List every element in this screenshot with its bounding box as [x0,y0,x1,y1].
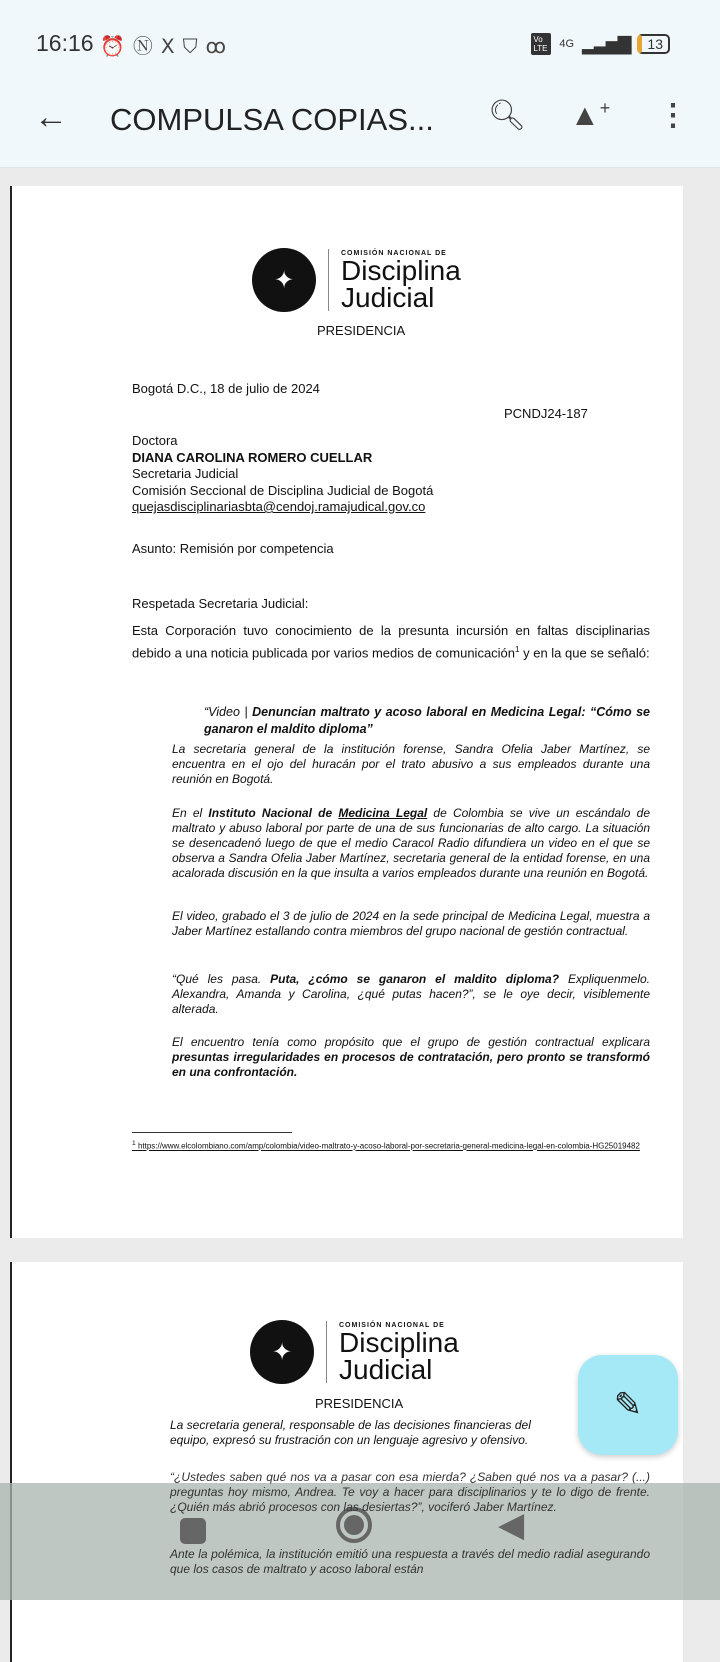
quote-paragraph-3: El video, grabado el 3 de julio de 2024 en la sede principal de Medicina Legal, muestra a Jaber Martínez estallando contra miembros del grupo nacional de gestión contractual. [172,909,650,938]
pdf-page-2 [10,1262,683,1662]
pdf-page-1 [10,186,683,1238]
subject: Asunto: Remisión por competencia [132,541,334,556]
drive-add-icon[interactable]: ▲+ [570,98,611,132]
letterhead-logo [250,1320,459,1384]
more-vert-icon[interactable]: ⋮ [658,99,688,132]
volte-icon: Vo LTE [531,33,551,55]
system-icons [531,33,670,55]
logo-line2: Judicial [341,281,435,313]
quote-paragraph-1: La secretaria general de la institución forense, Sandra Ofelia Jaber Martínez, se encuentra en el ojo del huracán por el trato abusivo a sus empleados durante una reunión en Bogotá. [172,742,650,786]
recipient-org: Comisión Seccional de Disciplina Judicial de Bogotá [132,482,434,498]
recipient-email[interactable]: quejasdisciplinariasbta@cendoj.ramajudical.gov.co [132,499,426,514]
back-arrow-icon[interactable]: ← [34,98,68,136]
department: PRESIDENCIA [315,1396,404,1411]
seal-icon: ✦ [252,248,316,312]
paragraph-1: La secretaria general, responsable de las decisiones financieras del equipo, expresó su frustración con un lenguaje agresivo y ofensivo. [170,1418,531,1447]
reference: PCNDJ24-187 [504,406,588,421]
seal-icon: ✦ [250,1320,314,1384]
recipient-role: Secretaria Judicial [132,466,239,481]
document-title: COMPULSA COPIAS... [110,102,434,137]
recipient-block [132,433,433,516]
footnote[interactable]: $^1$ https://www.elcolombiano.com/amp/colombia/video-maltrato-y-acoso-laboral-por-secretaria-general-medicina-legal-en-colombia-HG25019482 [132,1140,640,1151]
quote-paragraph-2: En el Instituto Nacional de Medicina Legal de Colombia se vive un escándalo de maltrato y abuso laboral por parte de una de sus funcionarias de alto cargo. La situación se desencadenó luego de que el medio Caracol Radio difundiera un video en el que se observa a Sandra Ofelia Jaber Martínez, secretaria general de la entidad forense, en una acalorada discusión en la que insulta a varios empleados durante una reunión en Bogotá. [172,806,651,880]
logo-line2: Judicial [339,1353,433,1385]
status-bar [0,0,720,80]
quote-paragraph-5: El encuentro tenía como propósito que el grupo de gestión contractual explicara presuntas irregularidades en procesos de contratación, pero pronto se transformó en una confrontación. [172,1035,650,1079]
back-icon[interactable]: ◀ [498,1506,525,1544]
recents-icon[interactable] [180,1518,206,1544]
intro-paragraph: Esta Corporación tuvo conocimiento de la presunta incursión en faltas disciplinarias debido a una noticia publicada por varios medios de comunicación$^1$ y en la que se señaló: [132,623,650,661]
footnote-divider [132,1132,292,1133]
logo-line1: Disciplina [339,1326,459,1358]
recipient-title: Doctora [132,433,178,448]
logo-small: COMISIÓN NACIONAL DE [339,1321,445,1329]
department: PRESIDENCIA [317,323,406,338]
paragraph-3: Ante la polémica, la institución emitió una respuesta a través del medio radial asegurando que los casos de maltrato y acoso laboral están [170,1547,650,1576]
letterhead-logo [252,248,461,312]
battery-icon: 13 [637,34,670,54]
edit-pen-icon: ✎ [613,1386,643,1424]
paragraph-2: “¿Ustedes saben qué nos va a pasar con esa mierda? ¿Saben qué nos va a pasar? (...) preguntas hoy mismo, Andrea. Te voy a hacer para disciplinarios y te lo digo de frente. ¿Quién más abrió procesos con las desiertas?”, vociferó Jaber Martínez. [170,1470,650,1514]
salutation: Respetada Secretaria Judicial: [132,596,309,611]
network-label: 4G [559,38,575,50]
quote-paragraph-4: “Qué les pasa. Puta, ¿cómo se ganaron el maldito diploma? Expliquenmelo. Alexandra, Amanda y Carolina, ¿qué putas hacen?”, se le oye decir, visiblemente alterada. [172,972,650,1016]
clock: 16:16 [36,30,94,56]
signal-icon: ▂▃▅▇ [582,33,630,54]
notification-icons: ⏰ⓃⅩ⛉ꝏ [100,36,234,58]
edit-fab-button[interactable] [578,1355,678,1455]
recipient-name: DIANA CAROLINA ROMERO CUELLAR [132,449,373,465]
search-document-icon[interactable]: 🔍︎ [488,99,527,132]
quote-title: “Video | Denuncian maltrato y acoso laboral en Medicina Legal: “Cómo se ganaron el maldito diploma” [204,705,651,736]
app-bar [0,80,720,168]
date: Bogotá D.C., 18 de julio de 2024 [132,381,320,396]
logo-small: COMISIÓN NACIONAL DE [341,249,447,257]
logo-line1: Disciplina [341,254,461,286]
